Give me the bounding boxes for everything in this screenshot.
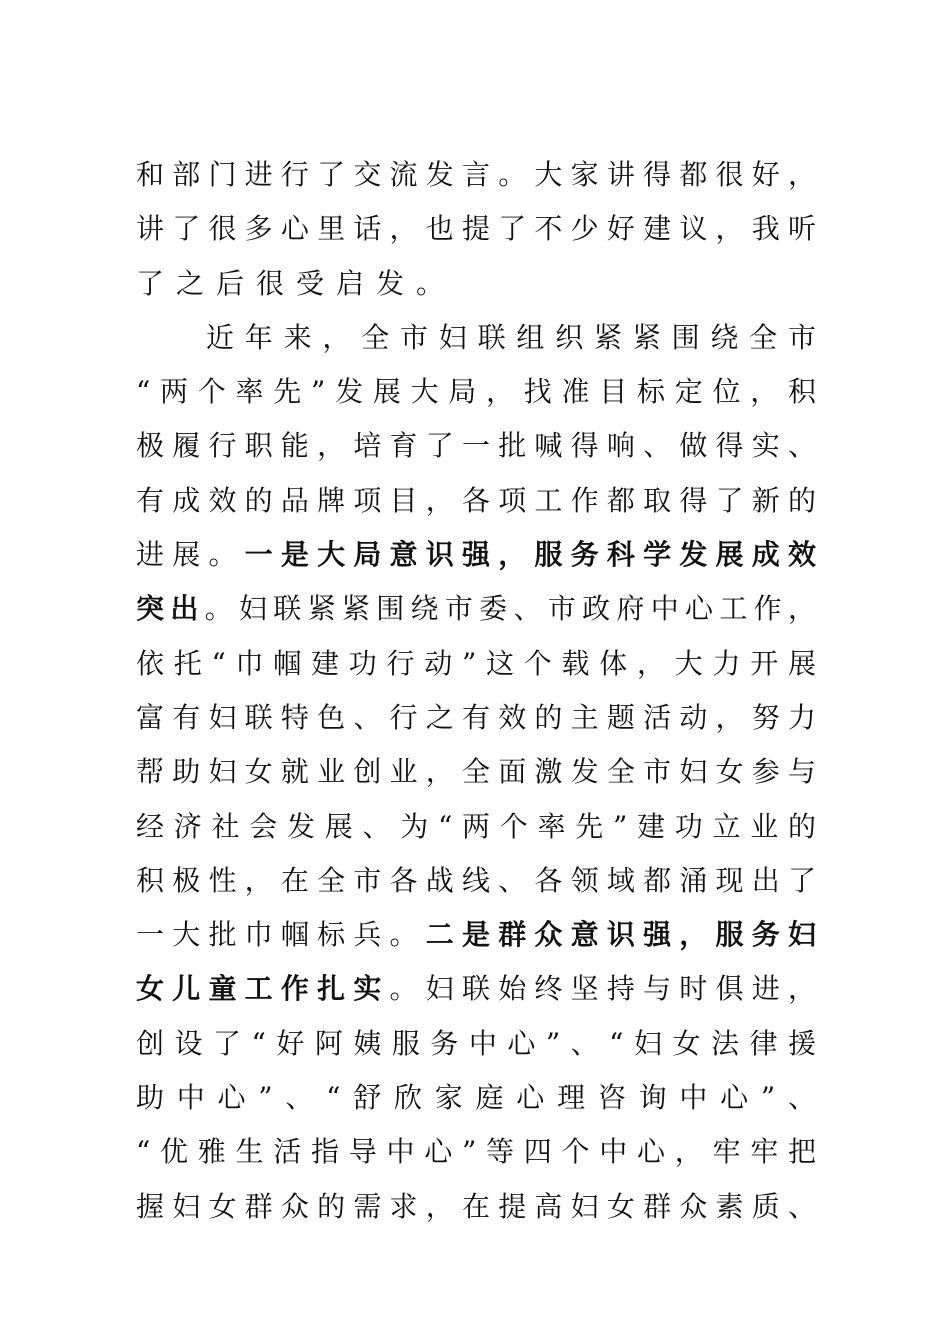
paragraph-text: 有成效的品牌项目，各项工作都取得了新的 [136, 483, 816, 517]
text-line [136, 962, 816, 1016]
paragraph-text: 讲了很多心里话，也提了不少好建议，我听 [136, 212, 816, 246]
paragraph-text: 经济社会发展、为“两个率先”建功立业的 [136, 809, 816, 843]
text-line [136, 1180, 816, 1234]
paragraph-text: 积极性，在全市各战线、各领域都涌现出了 [136, 863, 816, 897]
paragraph-text: 助中心”、“舒欣家庭心理咨询中心”、 [136, 1081, 816, 1115]
text-line [136, 1125, 816, 1179]
paragraph-text: 富有妇联特色、行之有效的主题活动，努力 [136, 700, 816, 734]
bold-heading-text: 突出 [136, 592, 205, 626]
paragraph-text: “两个率先”发展大局，找准目标定位，积 [136, 375, 816, 409]
paragraph-text: 创设了“好阿姨服务中心”、“妇女法律援 [136, 1026, 816, 1060]
text-line [136, 582, 816, 636]
paragraph-text: 依托“巾帼建功行动”这个载体，大力开展 [136, 646, 816, 680]
paragraph-text: 和部门进行了交流发言。大家讲得都很好， [136, 158, 816, 191]
paragraph-text: 极履行职能，培育了一批喊得响、做得实、 [136, 429, 816, 463]
text-line [136, 854, 816, 908]
paragraph-text: 进展。 [136, 538, 245, 572]
text-line [136, 1071, 816, 1125]
text-line [136, 202, 816, 256]
text-line [136, 691, 816, 745]
bold-heading-text: 二是群众意识强，服务妇 [425, 918, 816, 952]
paragraph-text: 了之后很受启发。 [136, 266, 457, 300]
bold-heading-text: 一是大局意识强，服务科学发展成效 [244, 538, 816, 572]
paragraph-text: 帮助妇女就业创业，全面激发全市妇女参与 [136, 755, 816, 789]
text-line [136, 908, 816, 962]
paragraph-text: 握妇女群众的需求，在提高妇女群众素质、 [136, 1189, 816, 1223]
text-line [136, 1017, 816, 1071]
text-line [136, 419, 816, 473]
paragraph-text: 。妇联紧紧围绕市委、市政府中心工作， [204, 592, 816, 626]
text-line [136, 800, 816, 854]
text-line [136, 148, 816, 202]
text-line [136, 257, 816, 311]
text-line [136, 311, 816, 365]
text-line [136, 637, 816, 691]
text-line [136, 528, 816, 582]
text-line [136, 365, 816, 419]
body-text [136, 148, 816, 1234]
paragraph-text: 近年来，全市妇联组织紧紧围绕全市 [206, 320, 816, 354]
bold-heading-text: 女儿童工作扎实 [136, 972, 390, 1006]
text-line [136, 474, 816, 528]
paragraph-text: 。妇联始终坚持与时俱进， [389, 972, 816, 1006]
text-line [136, 745, 816, 799]
paragraph-text: 一大批巾帼标兵。 [136, 918, 426, 952]
paragraph-text: “优雅生活指导中心”等四个中心，牢牢把 [136, 1135, 816, 1169]
